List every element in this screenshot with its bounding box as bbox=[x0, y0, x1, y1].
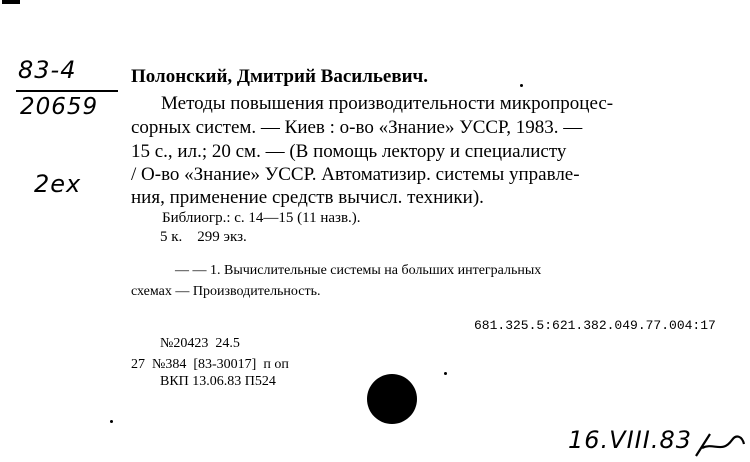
corner-mark bbox=[2, 0, 20, 4]
side-handwritten-mark: 2ex bbox=[34, 170, 82, 198]
bibliography-note: Библиогр.: с. 14—15 (11 назв.). bbox=[162, 210, 361, 226]
punch-hole bbox=[367, 374, 417, 424]
shelf-mark-top: 83-4 bbox=[18, 56, 77, 84]
title-line: / О-во «Знание» УССР. Автоматизир. системы управле- bbox=[131, 164, 580, 185]
vkp-line: ВКП 13.06.83 П524 bbox=[160, 374, 276, 389]
subject-line: схемах — Производительность. bbox=[131, 284, 321, 299]
record-number: №20423 24.5 bbox=[160, 336, 240, 351]
handwritten-date: 16.VIII.83 bbox=[568, 426, 692, 454]
title-line: Методы повышения производительности микропроцес- bbox=[161, 93, 614, 114]
order-line: 27 №384 [83-30017] п оп bbox=[131, 357, 289, 372]
subject-line: — — 1. Вычислительные системы на больших интегральных bbox=[175, 263, 542, 278]
shelf-mark-underline bbox=[16, 90, 118, 92]
title-line: сорных систем. — Киев : о-во «Знание» УССР, 1983. — bbox=[131, 117, 583, 138]
speck bbox=[110, 420, 113, 423]
title-line: ния, применение средств вычисл. техники). bbox=[131, 187, 484, 208]
author-line: Полонский, Дмитрий Васильевич. bbox=[131, 66, 429, 87]
title-line: 15 с., ил.; 20 см. — (В помощь лектору и специалисту bbox=[131, 141, 567, 162]
udc-code: 681.325.5:621.382.049.77.004:17 bbox=[474, 318, 716, 333]
shelf-mark-bottom: 20659 bbox=[20, 94, 99, 120]
price-copies: 5 к. 299 экз. bbox=[160, 229, 247, 245]
speck bbox=[444, 372, 447, 375]
speck bbox=[520, 84, 523, 87]
signature-scribble bbox=[692, 424, 748, 460]
